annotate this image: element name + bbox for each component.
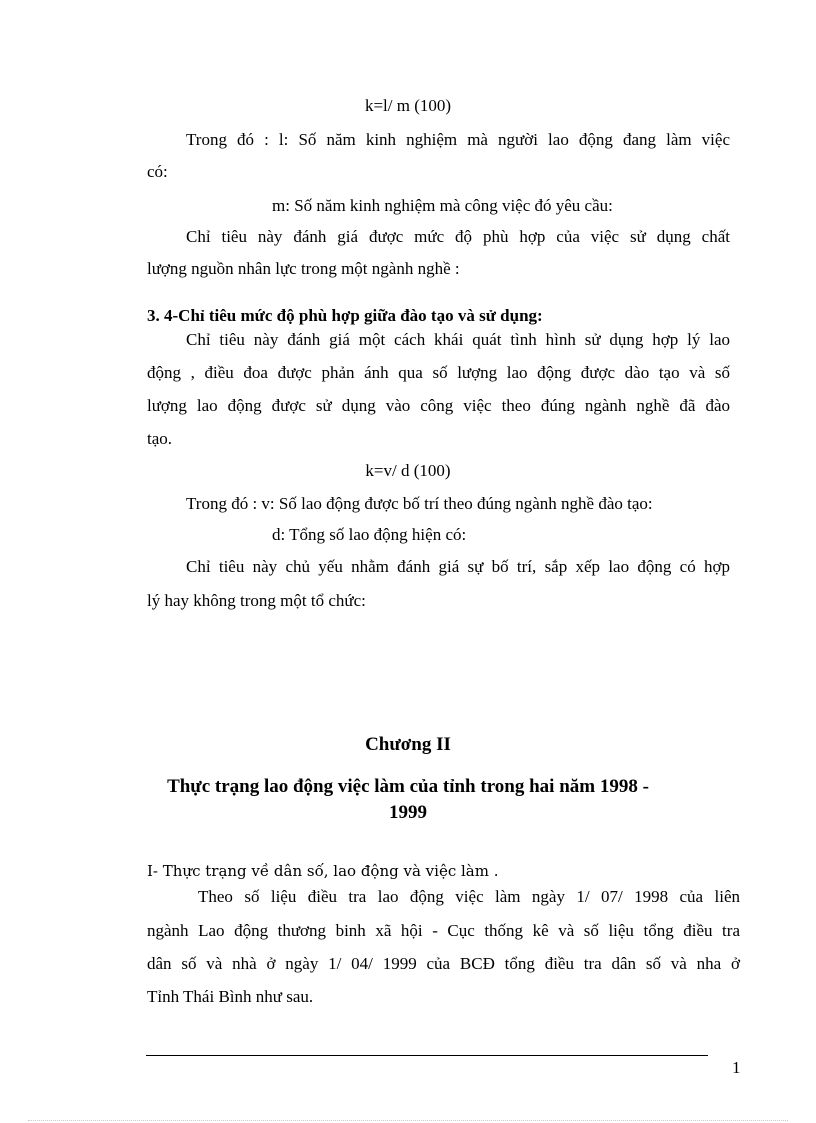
paragraph-2-line-3: lượng lao động được sử dụng vào công việc theo đúng ngành nghề đã đào	[147, 396, 730, 415]
definition-v: Trong đó : v: Số lao động được bố trí theo đúng ngành nghề đào tạo:	[186, 494, 653, 513]
paragraph-4-line-1: Theo số liệu điều tra lao động việc làm ngày 1/ 07/ 1998 của liên	[198, 887, 740, 906]
definition-d: d: Tổng số lao động hiện có:	[272, 525, 467, 544]
definition-m: m: Số năm kinh nghiệm mà công việc đó yêu cầu:	[272, 196, 613, 215]
page-bottom-edge	[28, 1120, 788, 1121]
definition-l-continuation: có:	[147, 162, 168, 181]
paragraph-2-line-2: động , điều đoa được phản ánh qua số lượng lao động được dào tạo và số	[147, 363, 730, 382]
chapter-title-line-1: Thực trạng lao động việc làm của tỉnh trong hai năm 1998 -	[167, 776, 649, 797]
formula-k-v-d: k=v/ d (100)	[365, 461, 451, 480]
paragraph-2-line-1: Chỉ tiêu này đánh giá một cách khái quát tình hình sử dụng hợp lý lao	[186, 330, 730, 349]
paragraph-3-line-2: lý hay không trong một tổ chức:	[147, 591, 366, 610]
page-number: 1	[732, 1058, 741, 1077]
paragraph-1-line-1: Chỉ tiêu này đánh giá được mức độ phù hợp của việc sử dụng chất	[186, 227, 730, 246]
footer-rule	[146, 1055, 708, 1056]
section-heading-3-4: 3. 4-Chỉ tiêu mức độ phù hợp giữa đào tạo và sử dụng:	[147, 306, 543, 325]
paragraph-1-line-2: lượng nguồn nhân lực trong một ngành nghề :	[147, 259, 460, 278]
formula-k-l-m: k=l/ m (100)	[364, 96, 452, 115]
paragraph-4-line-3: dân số và nhà ở ngày 1/ 04/ 1999 của BCĐ tổng điều tra dân số và nha ở	[147, 954, 740, 973]
paragraph-4-line-2: ngành Lao động thương binh xã hội - Cục thống kê và số liệu tổng điều tra	[147, 921, 740, 940]
paragraph-2-line-4: tạo.	[147, 429, 173, 448]
paragraph-3-line-1: Chỉ tiêu này chủ yếu nhằm đánh giá sự bố trí, sắp xếp lao động có hợp	[186, 557, 730, 576]
chapter-label: Chương II	[365, 734, 451, 755]
chapter-title-line-2: 1999	[389, 802, 427, 823]
section-heading-i: I- Thực trạng về dân số, lao động và việc làm .	[147, 862, 499, 880]
definition-l: Trong đó : l: Số năm kinh nghiệm mà người lao động đang làm việc	[186, 130, 730, 149]
paragraph-4-line-4: Tỉnh Thái Bình như sau.	[147, 987, 314, 1006]
